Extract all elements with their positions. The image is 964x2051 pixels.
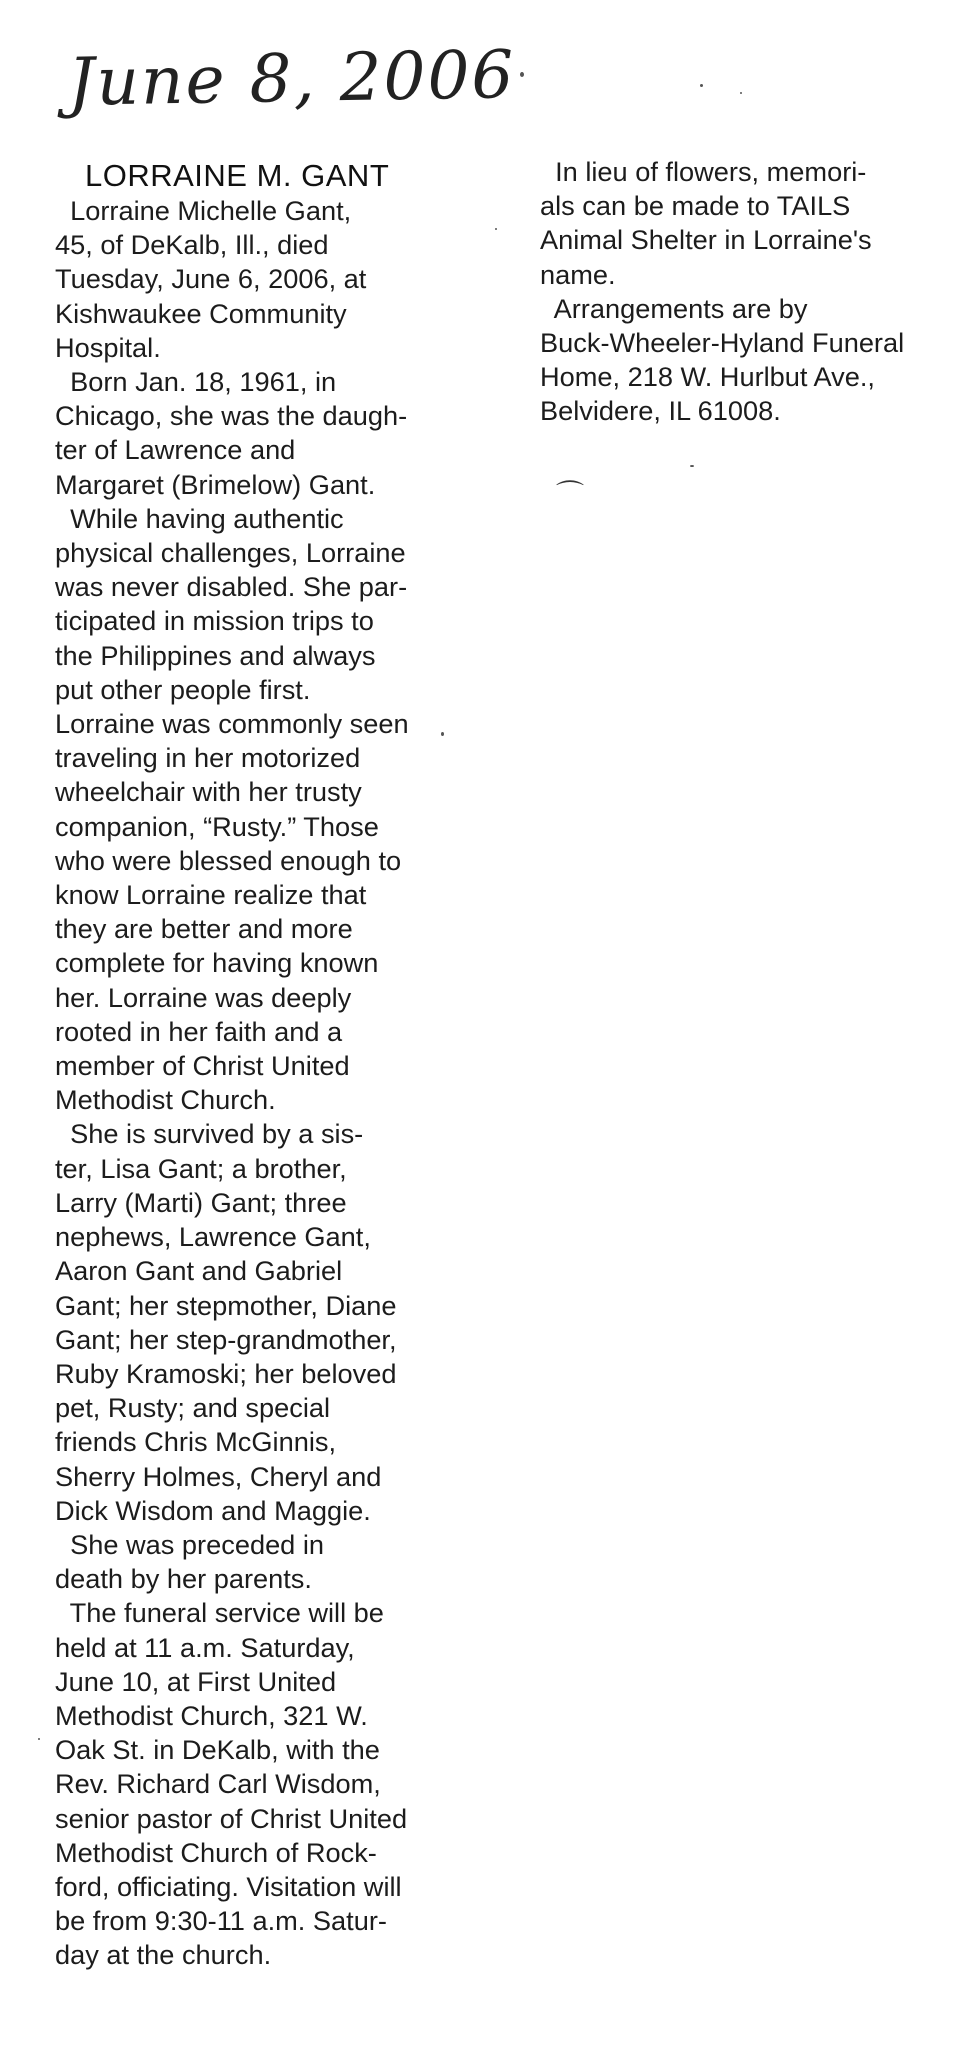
obituary-text-line: was never disabled. She par- <box>55 571 408 603</box>
obituary-text-line: Arrangements are by <box>540 292 808 324</box>
obituary-text-line: Margaret (Brimelow) Gant. <box>55 468 376 500</box>
obituary-text-line: her. Lorraine was deeply <box>55 981 352 1013</box>
scan-speck <box>700 84 703 87</box>
obituary-text-line: death by her parents. <box>55 1563 312 1595</box>
obituary-text-line: know Lorraine realize that <box>55 879 367 911</box>
obituary-text-line: Hospital. <box>55 331 161 363</box>
scan-speck <box>441 732 444 736</box>
obituary-text-line: Chicago, she was the daugh- <box>55 400 408 432</box>
obituary-text-line: Gant; her stepmother, Diane <box>55 1289 397 1321</box>
obituary-text-line: Buck-Wheeler-Hyland Funeral <box>540 327 905 359</box>
obituary-text-line: name. <box>540 258 616 290</box>
obituary-text-line: Rev. Richard Carl Wisdom, <box>55 1768 381 1800</box>
obituary-text-line: Sherry Holmes, Cheryl and <box>55 1460 382 1492</box>
handwritten-date: June 8, 2006 <box>67 36 517 121</box>
obituary-text-line: traveling in her motorized <box>55 742 361 774</box>
obituary-text-line: wheelchair with her trusty <box>55 776 362 808</box>
obituary-text-line: Animal Shelter in Lorraine's <box>540 224 872 256</box>
obituary-text-line: Dick Wisdom and Maggie. <box>55 1494 371 1526</box>
obituary-text-line: friends Chris McGinnis, <box>55 1426 337 1458</box>
obituary-text-line: member of Christ United <box>55 1050 350 1082</box>
obituary-left-column <box>55 155 445 1973</box>
scan-speck <box>740 92 742 94</box>
obituary-text-line: senior pastor of Christ United <box>55 1802 408 1834</box>
scan-speck <box>495 228 497 230</box>
obituary-text-line: In lieu of flowers, memori- <box>540 156 867 187</box>
obituary-body-left <box>55 194 445 1973</box>
obituary-text-line: Oak St. in DeKalb, with the <box>55 1734 380 1766</box>
obituary-text-line: Belvidere, IL 61008. <box>540 395 781 427</box>
obituary-headline: LORRAINE M. GANT <box>85 158 390 193</box>
obituary-text-line: put other people first. <box>55 673 311 705</box>
obituary-text-line: Lorraine Michelle Gant, <box>55 195 352 226</box>
obituary-text-line: rooted in her faith and a <box>55 1015 343 1047</box>
obituary-text-line: She is survived by a sis- <box>55 1118 364 1150</box>
obituary-text-line: While having authentic <box>55 502 344 534</box>
obituary-text-line: Aaron Gant and Gabriel <box>55 1255 343 1287</box>
obituary-text-line: pet, Rusty; and special <box>55 1392 331 1424</box>
obituary-text-line: Born Jan. 18, 1961, in <box>55 366 337 398</box>
obituary-text-line: Tuesday, June 6, 2006, at <box>55 263 367 295</box>
obituary-text-line: Methodist Church of Rock- <box>55 1836 377 1868</box>
obituary-text-line: Home, 218 W. Hurlbut Ave., <box>540 361 875 393</box>
obituary-text-line: complete for having known <box>55 947 379 979</box>
scan-speck <box>690 465 694 467</box>
obituary-text-line: physical challenges, Lorraine <box>55 537 406 569</box>
obituary-text-line: Methodist Church, 321 W. <box>55 1699 368 1731</box>
obituary-text-line: Lorraine was commonly seen <box>55 708 409 740</box>
obituary-text-line: be from 9:30-11 a.m. Satur- <box>55 1905 387 1937</box>
obituary-text-line: She was preceded in <box>55 1528 325 1560</box>
obituary-text-line: 45, of DeKalb, Ill., died <box>55 229 329 261</box>
obituary-text-line: ter of Lawrence and <box>55 434 296 466</box>
scan-speck <box>38 1738 40 1740</box>
obituary-text-line: Kishwaukee Community <box>55 297 347 329</box>
obituary-text-line: The funeral service will be <box>55 1597 384 1629</box>
obituary-text-line: who were blessed enough to <box>55 844 402 876</box>
obituary-text-line: the Philippines and always <box>55 639 376 671</box>
obituary-right-column <box>540 155 940 429</box>
obituary-body-right <box>540 155 940 429</box>
obituary-text-line: ticipated in mission trips to <box>55 605 374 637</box>
obituary-text-line: companion, “Rusty.” Those <box>55 810 379 842</box>
obituary-text-line: Ruby Kramoski; her beloved <box>55 1357 397 1389</box>
obituary-text-line: they are better and more <box>55 913 353 945</box>
obituary-text-line: June 10, at First United <box>55 1665 337 1697</box>
obituary-text-line: ter, Lisa Gant; a brother, <box>55 1152 347 1184</box>
caret-mark-icon: ⌒ <box>556 478 585 511</box>
obituary-text-line: Gant; her step-grandmother, <box>55 1323 397 1355</box>
obituary-text-line: held at 11 a.m. Saturday, <box>55 1631 355 1663</box>
obituary-text-line: Larry (Marti) Gant; three <box>55 1186 347 1218</box>
obituary-text-line: als can be made to TAILS <box>540 190 851 222</box>
obituary-text-line: ford, officiating. Visitation will <box>55 1870 402 1902</box>
scan-speck <box>520 72 524 77</box>
obituary-text-line: Methodist Church. <box>55 1084 276 1116</box>
obituary-text-line: nephews, Lawrence Gant, <box>55 1221 371 1253</box>
obituary-text-line: day at the church. <box>55 1939 272 1971</box>
